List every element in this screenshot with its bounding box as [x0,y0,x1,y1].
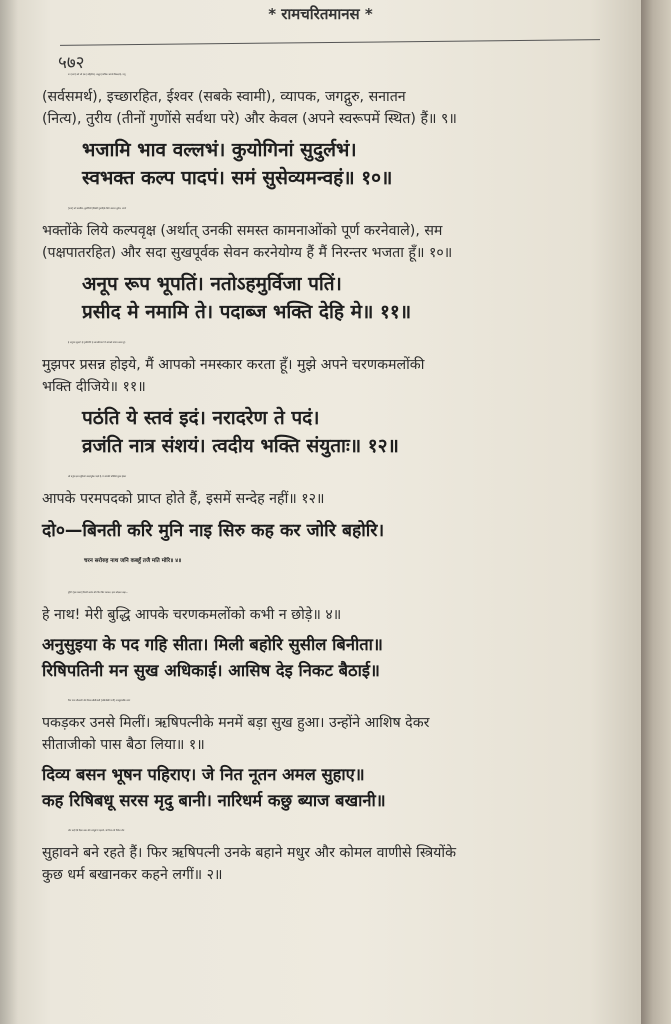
sanskrit-verse [82,136,612,192]
running-head: * रामचरितमानस * [268,5,373,23]
page-number: ५७२ [58,53,85,73]
text-line: मुनिने [इस प्रकार] विनती करके और फिर सिर नवाकर, हाथ जोड़कर कहा— [68,591,128,594]
verse-line: भजामि भाव वल्लभं। कुयोगिनां सुदुर्लभं। [82,139,357,161]
text-line: आपके परमपदको प्राप्त होते हैं, इसमें सन्देह नहीं॥ १२॥ [42,491,325,507]
commentary-paragraph [42,690,612,756]
text-line: पकड़कर उनसे मिलीं। ऋषिपत्नीके मनमें बड़ा सुख हुआ। उन्होंने आशिष देकर [42,715,430,731]
text-line: उन (आप) को जो एक (अद्वितीय), अद्भुत (मायिक जगत्से विलक्षण), प्रभु [68,73,126,76]
commentary-paragraph [42,332,612,398]
chaupai-line: कह रिषिबधू सरस मृदु बानी। नारिधर्म कछु ब्याज बखानी॥ [42,791,386,810]
verse-line: अनूप रूप भूपतिं। नतोऽहमुर्विजा पतिं। [82,273,342,295]
sanskrit-verse [82,270,612,326]
doha-line: दो०—बिनती करि मुनि नाइ सिरु कह कर जोरि बहोरि। [42,521,385,541]
gutter-shadow [0,0,18,1024]
commentary-paragraph [42,466,612,510]
text-line: और उन्हें ऐसे दिव्य वस्त्र और आभूषण पहनाये, जो नित्य-नये निर्मल और [68,829,125,832]
text-line: जो मनुष्य इस स्तुतिको आदरपूर्वक पढ़ते हैं, वे आपकी भक्तिसे युक्त होकर [68,475,127,478]
text-line: [तथा] जो भावप्रिय, कुयोगियों (विषयी पुरुषों)के लिये अत्यन्त दुर्लभ, अपने [68,207,127,210]
text-line: हे नाथ! मेरी बुद्धि आपके चरणकमलोंको कभी न छोड़े॥ ४॥ [42,607,342,623]
next-page-edge [641,0,671,1024]
commentary-paragraph [42,582,612,626]
doha-verse [42,516,612,576]
page-content [42,64,612,892]
chaupai-verse [42,632,612,684]
text-line: मुझपर प्रसन्न होइये, मैं आपको नमस्कार करता हूँ। मुझे अपने चरणकमलोंकी [42,357,425,373]
verse-line: पठंति ये स्तवं इदं। नरादरेण ते पदं। [82,407,320,429]
text-line: कुछ धर्म बखानकर कहने लगीं॥ २॥ [42,867,223,883]
commentary-paragraph [42,820,612,886]
text-line: सीताजीको पास बैठा लिया॥ १॥ [42,737,205,753]
text-line: (नित्य), तुरीय (तीनों गुणोंसे सर्वथा परे) और केवल (अपने स्वरूपमें स्थित) हैं॥ ९॥ [42,111,457,127]
doha-line: चरन सरोरुह नाथ जनि कबहुँ तजै मति मोरि॥ ४॥ [84,558,182,564]
text-line: (सर्वसमर्थ), इच्छारहित, ईश्वर (सबके स्वामी), व्यापक, जगद्गुरु, सनातन [42,89,406,105]
text-line: सुहावने बने रहते हैं। फिर ऋषिपत्नी उनके बहाने मधुर और कोमल वाणीसे स्त्रियोंके [42,845,456,861]
verse-line: स्वभक्त कल्प पादपं। समं सुसेव्यमन्वहं॥ १०॥ [82,167,393,189]
chaupai-verse [42,762,612,814]
verse-line: प्रसीद मे नमामि ते। पदाब्ज भक्ति देहि मे॥ ११॥ [82,301,412,323]
text-line: (पक्षपातरहित) और सदा सुखपूर्वक सेवन करनेयोग्य हैं मैं निरन्तर भजता हूँ॥ १०॥ [42,245,453,261]
text-line: भक्ति दीजिये॥ ११॥ [42,379,146,395]
commentary-paragraph [42,64,612,130]
text-line: भक्तोंके लिये कल्पवृक्ष (अर्थात् उनकी समस्त कामनाओंको पूर्ण करनेवाले), सम [42,223,443,239]
verse-line: व्रजंति नात्र संशयं। त्वदीय भक्ति संयुताः॥ १२॥ [82,435,399,457]
text-line: फिर परम शीलवती और विनम्र श्रीसीताजी [अत्रिजीकी पत्नी] अनसूयाजीके चरण [68,699,131,702]
chaupai-line: अनुसुइया के पद गहि सीता। मिली बहोरि सुसील बिनीता॥ [42,635,383,654]
header-rule [60,39,600,46]
text-line: हे अनुपम सुन्दर! हे पृथ्वीपति! हे जानकीनाथ! मैं आपको प्रणाम करता हूँ। [68,341,126,344]
chaupai-line: दिव्य बसन भूषन पहिराए। जे नित नूतन अमल सुहाए॥ [42,765,365,784]
sanskrit-verse [82,404,612,460]
commentary-paragraph [42,198,612,264]
chaupai-line: रिषिपतिनी मन सुख अधिकाई। आसिष देइ निकट बैठाई॥ [42,661,380,680]
